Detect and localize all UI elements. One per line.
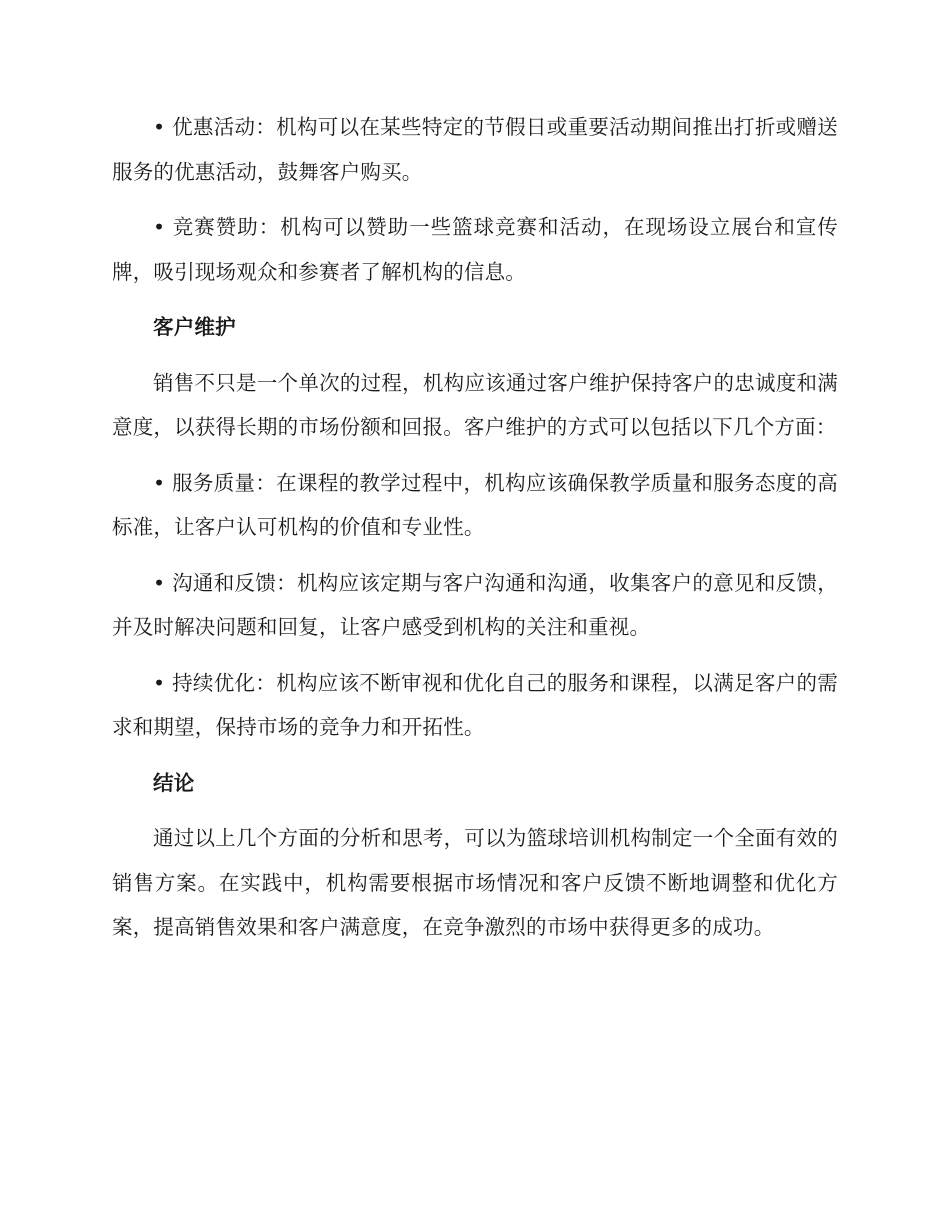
bullet-sponsorship: • 竞赛赞助：机构可以赞助一些篮球竞赛和活动，在现场设立展台和宣传牌，吸引现场观众和参赛者了解机构的信息。 bbox=[112, 215, 838, 284]
bullet-communication-feedback: • 沟通和反馈：机构应该定期与客户沟通和沟通，收集客户的意见和反馈，并及时解决问题和回复，让客户感受到机构的关注和重视。 bbox=[112, 570, 838, 639]
bullet-continuous-optimization: • 持续优化：机构应该不断审视和优化自己的服务和课程，以满足客户的需求和期望，保持市场的竞争力和开拓性。 bbox=[112, 670, 838, 739]
section-heading-customer-maintenance: 客户维护 bbox=[153, 315, 236, 339]
bullet-promotions: • 优惠活动：机构可以在某些特定的节假日或重要活动期间推出打折或赠送服务的优惠活动，鼓舞客户购买。 bbox=[112, 115, 838, 184]
section-heading-conclusion: 结论 bbox=[153, 770, 195, 795]
document-page bbox=[112, 105, 838, 961]
conclusion-paragraph: 通过以上几个方面的分析和思考，可以为篮球培训机构制定一个全面有效的销售方案。在实践中，机构需要根据市场情况和客户反馈不断地调整和优化方案，提高销售效果和客户满意度，在竞争激烈的市场中获得更多的成功。 bbox=[112, 826, 838, 939]
bullet-service-quality: • 服务质量：在课程的教学过程中，机构应该确保教学质量和服务态度的高标准，让客户认可机构的价值和专业性。 bbox=[112, 470, 838, 539]
customer-maintenance-intro: 销售不只是一个单次的过程，机构应该通过客户维护保持客户的忠诚度和满意度，以获得长期的市场份额和回报。客户维护的方式可以包括以下几个方面： bbox=[112, 370, 838, 439]
